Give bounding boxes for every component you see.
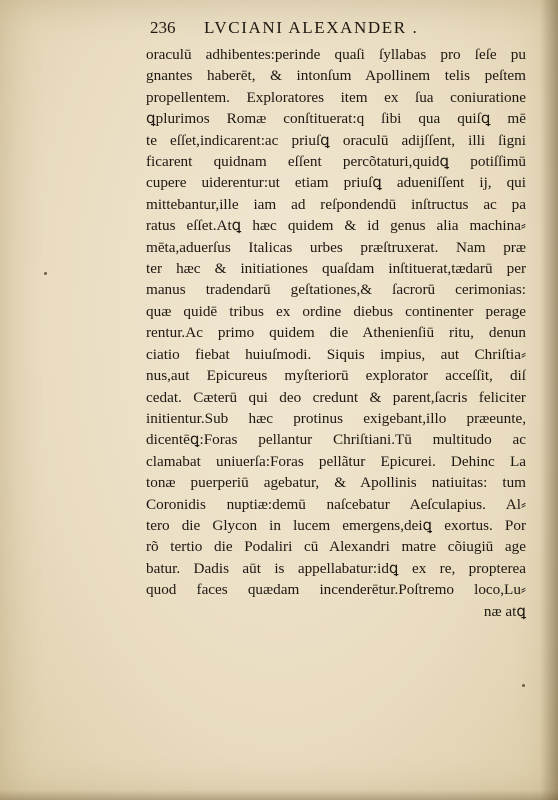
text-line: oraculū adhibentes:perinde quaſi ſyllabas pro ſeſe pu [146, 46, 526, 63]
text-line: initientur.Sub hæc protinus exigebant,illo præeunte, [146, 409, 526, 427]
text-line: ciatio fiebat huiuſmodi. Siquis impius, aut Chriſtia⸗ [146, 345, 526, 363]
text-line: mittebantur,ille iam ad reſpondendū inſtructus ac pa [146, 195, 526, 213]
text-line: ter hæc & initiationes quaſdam inſtituerat,tædarū per [146, 260, 526, 278]
running-title: LVCIANI ALEXANDER . [204, 18, 419, 37]
text-line: rentur.Ac primo quidem die Athenienſiū ritu, denun [146, 324, 526, 342]
page-bottom-shadow [0, 790, 558, 800]
text-line-catchword: næ atꝗ [483, 602, 526, 620]
text-line: rõ tertio die Podaliri cū Alexandri matre cõiugiū age [146, 538, 526, 556]
ink-speck [522, 684, 525, 687]
text-line: dicentēꝗ:Foras pellantur Chriſtiani.Tū multitudo ac [146, 431, 526, 449]
text-line: mēta,aduerſus Italicas urbes præſtruxerat. Nam præ [146, 238, 526, 256]
text-line: quod faces quædam incenderētur.Poſtremo loco,Lu⸗ [146, 581, 526, 599]
text-line: batur. Dadis aūt is appellabatur:idꝗ ex re, propterea [146, 559, 526, 577]
text-line: clamabat uniuerſa:Foras pellãtur Epicurei. Dehinc La [146, 452, 526, 470]
page-edge-shadow [540, 0, 558, 800]
text-line: Coronidis nuptiæ:demū naſcebatur Aeſculapius. Al⸗ [146, 495, 526, 513]
text-line: ficarent quidnam eſſent percõtaturi,quidꝗ potiſſimū [146, 153, 526, 171]
text-line: propellentem. Exploratores item ex ſua coniuratione [146, 88, 526, 106]
text-line: quæ quidē tribus ex ordine diebus continenter perage [146, 302, 526, 320]
text-line: te eſſet,indicarent:ac priuſꝗ oraculū adijſſent, illi ſigni [146, 131, 526, 149]
text-line: manus tradendarū geſtationes,& ſacrorū cerimonias: [146, 281, 526, 299]
text-line: cedat. Cæterū qui deo credunt & parent,ſacris feliciter [146, 388, 526, 406]
text-line: tero die Glycon in lucem emergens,deiꝗ exortus. Por [146, 516, 526, 534]
text-line: nus,aut Epicureus myſteriorū explorator acceſſit, diſ [146, 367, 526, 385]
body-text [146, 44, 526, 622]
text-line: ꝗplurimos Romæ conſtituerat:q ſibi qua quiſꝗ mē [146, 110, 526, 128]
text-line: gnantes haberēt, & intonſum Apollinem telis peſtem [146, 67, 526, 85]
page-header [150, 18, 530, 42]
ink-speck [44, 272, 47, 275]
text-line: ratus eſſet.Atꝗ hæc quidem & id genus alia machina⸗ [146, 217, 526, 235]
page-number: 236 [150, 18, 176, 37]
text-line: tonæ puerperiū agebatur, & Apollinis natiuitas: tum [146, 474, 526, 492]
text-line: cupere uiderentur:ut etiam priuſꝗ adueniſſent ij, qui [146, 174, 526, 192]
